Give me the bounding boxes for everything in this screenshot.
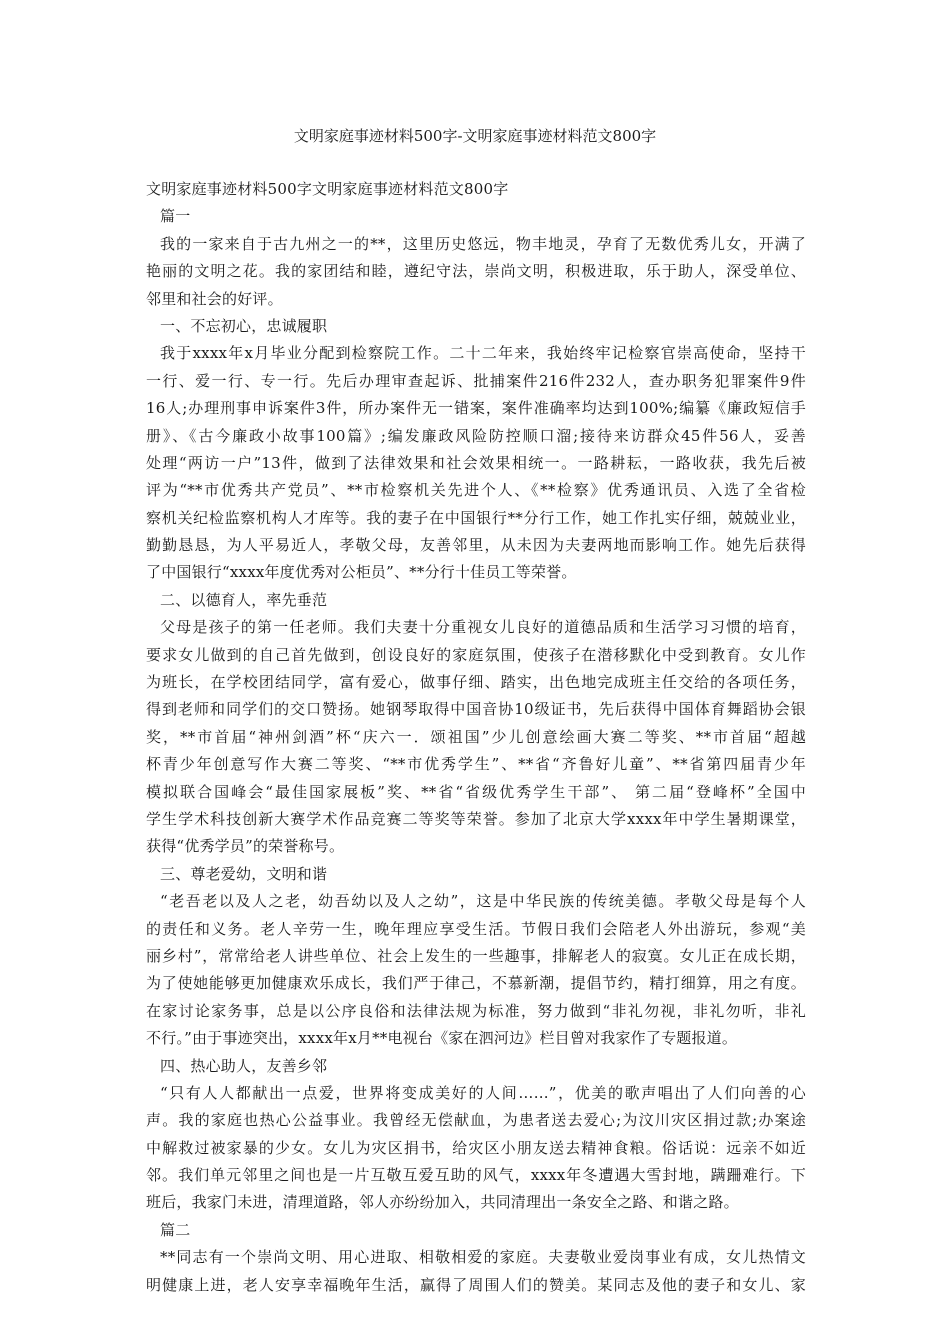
text-line: **同志有一个崇尚文明、用心进取、相敬相爱的家庭。夫妻敬业爱岗事业有成，女儿热情文 <box>160 1248 806 1267</box>
text-line: 勤勤恳恳，为人平易近人，孝敬父母，友善邻里，从未因为夫妻两地而影响工作。她先后获得 <box>146 536 806 555</box>
text-line: 中解救过被家暴的少女。女儿为灾区捐书，给灾区小朋友送去精神食粮。俗话说：远亲不如近 <box>146 1138 806 1157</box>
text-line: 文明家庭事迹材料500字文明家庭事迹材料范文800字 <box>146 180 509 198</box>
text-line: 我的一家来自于古九州之一的**，这里历史悠远，物丰地灵，孕育了无数优秀儿女，开满了 <box>160 234 806 253</box>
text-line: 艳丽的文明之花。我的家团结和睦，遵纪守法，崇尚文明，积极进取，乐于助人，深受单位、 <box>146 262 806 281</box>
text-line: 篇一 <box>160 207 191 226</box>
document-body <box>146 176 806 1299</box>
text-line: 模拟联合国峰会“最佳国家展板”奖、**省“省级优秀学生干部”、 第二届“登峰杯”全国中 <box>146 782 806 801</box>
text-line: 评为“**市优秀共产党员”、**市检察机关先进个人、《**检察》优秀通讯员、入选了全省检 <box>146 481 806 500</box>
text-line: 得到老师和同学们的交口赞扬。她钢琴取得中国音协10级证书，先后获得中国体育舞蹈协会银 <box>146 700 806 719</box>
text-line: “老吾老以及人之老，幼吾幼以及人之幼”，这是中华民族的传统美德。孝敬父母是每个人 <box>160 892 806 911</box>
text-line: 父母是孩子的第一任老师。我们夫妻十分重视女儿良好的道德品质和生活学习习惯的培育， <box>160 618 806 637</box>
text-line: 班后，我家门未进，清理道路，邻人亦纷纷加入，共同清理出一条安全之路、和谐之路。 <box>146 1193 739 1212</box>
text-line: 册》、《古今廉政小故事100篇》;编发廉政风险防控顺口溜;接待来访群众45件56人，妥善 <box>146 426 806 445</box>
text-line: 处理“两访一户”13件，做到了法律效果和社会效果相统一。一路耕耘，一路收获，我先后被 <box>146 453 806 472</box>
text-line: 一、不忘初心，忠诚履职 <box>160 316 328 335</box>
text-line: 学生学术科技创新大赛学术作品竞赛二等奖等荣誉。参加了北京大学xxxx年中学生暑期课堂， <box>146 809 806 828</box>
text-line: 在家讨论家务事，总是以公序良俗和法律法规为标准，努力做到“非礼勿视，非礼勿听，非礼 <box>146 1001 806 1020</box>
text-line: 了中国银行“xxxx年度优秀对公柜员”、**分行十佳员工等荣誉。 <box>146 563 577 582</box>
text-line: 一行、爱一行、专一行。先后办理审查起诉、批捕案件216件232人，查办职务犯罪案件9件 <box>146 371 806 390</box>
text-line: 奖，**市首届“神州剑酒”杯“庆六一．颂祖国”少儿创意绘画大赛二等奖、**市首届“超越 <box>146 727 806 746</box>
text-line: 为班长，在学校团结同学，富有爱心，做事仔细、踏实，出色地完成班主任交给的各项任务， <box>146 673 806 692</box>
text-line: 获得“优秀学员”的荣誉称号。 <box>146 837 345 856</box>
text-line: 我于xxxx年x月毕业分配到检察院工作。二十二年来，我始终牢记检察官崇高使命，坚持干 <box>160 344 806 363</box>
text-line: 邻。我们单元邻里之间也是一片互敬互爱互助的风气，xxxx年冬遭遇大雪封地，蹒跚难行。下 <box>146 1166 806 1185</box>
text-line: 为了使她能够更加健康欢乐成长，我们严于律己，不慕新潮，提倡节约，精打细算，用之有度。 <box>146 974 806 993</box>
text-line: “只有人人都献出一点爱，世界将变成美好的人间……”，优美的歌声唱出了人们向善的心 <box>160 1083 806 1102</box>
text-line: 邻里和社会的好评。 <box>146 289 283 308</box>
text-line: 明健康上进，老人安享幸福晚年生活，赢得了周围人们的赞美。某同志及他的妻子和女儿、家 <box>146 1275 806 1294</box>
text-line: 的责任和义务。老人辛劳一生，晚年理应享受生活。节假日我们会陪老人外出游玩，参观“美 <box>146 919 806 938</box>
text-line: 16人;办理刑事申诉案件3件，所办案件无一错案，案件准确率均达到100%;编纂《廉政短信手 <box>146 399 806 418</box>
text-line: 四、热心助人，友善乡邻 <box>160 1056 328 1075</box>
text-line: 要求女儿做到的自己首先做到，创设良好的家庭氛围，使孩子在潜移默化中受到教育。女儿作 <box>146 645 806 664</box>
text-line: 察机关纪检监察机构人才库等。我的妻子在中国银行**分行工作，她工作扎实仔细，兢兢业业， <box>146 508 806 527</box>
text-line: 二、以德育人，率先垂范 <box>160 590 328 609</box>
text-line: 声。我的家庭也热心公益事业。我曾经无偿献血，为患者送去爱心;为汶川灾区捐过款;办案途 <box>146 1111 806 1130</box>
text-line: 杯青少年创意写作大赛二等奖、“**市优秀学生”、**省“齐鲁好儿童”、**省第四届青少年 <box>146 755 806 774</box>
text-line: 不行。”由于事迹突出，xxxx年x月**电视台《家在泗河边》栏目曾对我家作了专题报道。 <box>146 1029 738 1048</box>
text-line: 篇二 <box>160 1220 191 1239</box>
text-line: 丽乡村”，常常给老人讲些单位、社会上发生的一些趣事，排解老人的寂寞。女儿正在成长期， <box>146 946 806 965</box>
text-line: 三、尊老爱幼，文明和谐 <box>160 864 328 883</box>
document-title: 文明家庭事迹材料500字-文明家庭事迹材料范文800字 <box>293 127 657 145</box>
